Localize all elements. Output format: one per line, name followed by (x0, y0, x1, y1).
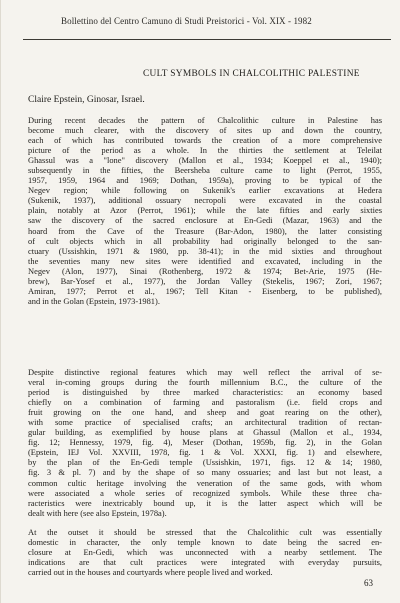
text-line: period is distinguished by three marked characteristics: an economy based (28, 387, 382, 398)
text-line: with some practice of specialised crafts; an architectural tradition of rectan- (28, 417, 382, 428)
text-line: plain, notably at Azor (Perrot, 1961); while the late fifties and early sixties (28, 205, 382, 216)
text-line: fig. 3 & pl. 7) and by the shape of so many ossuaries; and last but not least, a (28, 467, 382, 478)
text-line: Ghassul was a "lone" discovery (Mallon et al., 1934; Koeppel et al., 1940); (28, 155, 382, 166)
page-number: 63 (364, 578, 373, 588)
paragraph-3 (28, 527, 382, 577)
text-line: hoard from the Cave of the Treasure (Bar-Adon, 1980), the latter consisting (28, 225, 382, 236)
text-line: ctuary (Ussishkin, 1971 & 1980, pp. 38-41); in the mid sixties and throughout (28, 245, 382, 256)
paragraph-2 (28, 367, 382, 518)
text-line: of cult objects which in all probability had originally belonged to the san- (28, 235, 382, 246)
text-line: closure at En-Gedi, which was unconnected with a nearby settlement. The (28, 547, 382, 558)
text-line: were associated a whole series of recognized symbols. While these three cha- (28, 487, 382, 498)
text-line: each of which has contributed towards the creation of a more comprehensive (28, 135, 382, 146)
header-rule (23, 39, 391, 40)
text-line: and in the Golan (Epstein, 1973-1981). (28, 295, 160, 306)
text-line: domestic in character, the only temple known to date being the sacred en- (28, 537, 382, 548)
text-line: picture of the period as a whole. In the thirties the settlement at Teleilat (28, 145, 382, 156)
text-line: become much clearer, with the discovery of sites up and down the country, (28, 125, 382, 136)
article-title: CULT SYMBOLS IN CHALCOLITHIC PALESTINE (143, 69, 360, 79)
text-line: 1957, 1959, 1964 and 1969; Dothan, 1959a), proving to be typical of the (28, 175, 382, 186)
text-line: common cultic heritage involving the veneration of the same gods, with whom (28, 477, 382, 488)
text-line: dealt with here (see also Epstein, 1978a). (28, 507, 167, 518)
text-line: (Sukenik, 1937), additional ossuary necropoli were excavated in the coastal (28, 195, 382, 206)
text-line: During recent decades the pattern of Chalcolithic culture in Palestine has (28, 115, 382, 125)
author-line: Claire Epstein, Ginosar, Israel. (28, 95, 145, 105)
text-line: Amiran, 1977; Perrot et al., 1967; Tell Kitan - Eisenberg, to be published), (28, 285, 382, 296)
text-line: Despite distinctive regional features which may well reflect the arrival of se- (28, 367, 382, 377)
text-line: the seventies many new sites were identified and excavated, including in the (28, 255, 382, 266)
text-line: fruit growing on the one hand, and sheep and goat rearing on the other), (28, 407, 382, 418)
text-line: (Epstein, IEJ Vol. XXVIII, 1978, fig. 1 & Vol. XXXI, fig. 1) and elsewhere, (28, 447, 382, 458)
text-line: Negev (Alon, 1977), Sinai (Rothenberg, 1972 & 1974; Bet-Arie, 1975 (He- (28, 265, 382, 276)
text-line: indications are that cult practices were integrated with everyday pursuits, (28, 557, 382, 568)
text-line: by the plan of the En-Gedi temple (Ussishkin, 1971, figs. 12 & 14; 1980, (28, 457, 382, 468)
text-line: fig. 12; Hennessy, 1979, fig. 4), Meser (Dothan, 1959b, fig. 2), in the Golan (28, 437, 382, 448)
text-line: Negev region; while following on Sukenik's earlier excavations at Hedera (28, 185, 382, 196)
text-line: gular building, as exemplified by house plans at Ghassul (Mallon et al., 1934, (28, 427, 382, 438)
text-line: carried out in the houses and courtyards where people lived and worked. (28, 567, 273, 578)
paragraph-1 (28, 115, 382, 306)
text-line: subsequently in the fifties, the Beersheba culture came to light (Perrot, 1955, (28, 165, 382, 176)
running-head: Bollettino del Centro Camuno di Studi Preistorici - Vol. XIX - 1982 (61, 16, 312, 26)
text-line: saw the discovery of the sacred enclosure at En-Gedi (Mazar, 1963) and the (28, 215, 382, 226)
text-line: brew), Bar-Yosef et al., 1977), the Jordan Valley (Stekelis, 1967; Zori, 1967; (28, 275, 382, 286)
text-line: At the outset it should be stressed that the Chalcolithic cult was essentially (28, 527, 382, 537)
text-line: racteristics were inextricably bound up, it is the latter aspect which will be (28, 497, 382, 508)
text-line: chiefly on a combination of farming and pastoralism (i.e. field crops and (28, 397, 382, 408)
text-line: veral in-coming groups during the fourth millennium B.C., the culture of the (28, 377, 382, 388)
